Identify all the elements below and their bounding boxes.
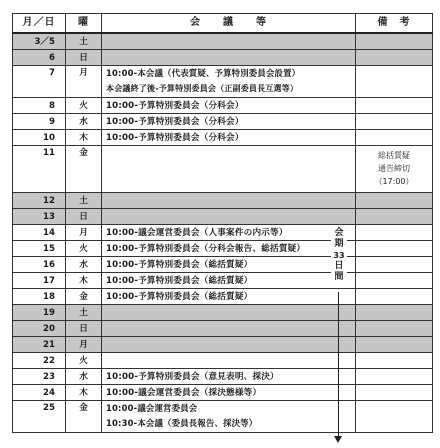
row-date: 15: [13, 241, 66, 257]
row-date: 16: [13, 257, 66, 273]
table-row: [13, 66, 433, 98]
header-weekday: 曜: [66, 14, 102, 34]
row-note: [356, 273, 433, 289]
row-note: [356, 305, 433, 321]
row-weekday: 金: [66, 401, 102, 433]
table-row: [13, 273, 433, 289]
row-note: [356, 337, 433, 353]
row-note: [356, 353, 433, 369]
row-meeting: [102, 321, 356, 337]
meeting-line-2: 10:30-本会議（委員長報告、採決等）: [106, 418, 258, 428]
row-weekday: 土: [66, 305, 102, 321]
row-note: [356, 401, 433, 433]
row-note: [356, 321, 433, 337]
table-row: [13, 209, 433, 225]
row-weekday: 月: [66, 225, 102, 241]
row-note: [356, 66, 433, 98]
row-note: [356, 257, 433, 273]
row-weekday: 水: [66, 114, 102, 130]
row-note: [356, 130, 433, 146]
session-char: 会: [334, 228, 344, 238]
row-meeting: 10:00-予算特別委員会（分科会報告、総括質疑）: [102, 241, 356, 257]
row-meeting: 10:00-議会運営委員会（採決態様等）: [102, 385, 356, 401]
row-date: 22: [13, 353, 66, 369]
row-weekday: 金: [66, 289, 102, 305]
row-weekday: 火: [66, 98, 102, 114]
row-weekday: 日: [66, 50, 102, 66]
row-date: 11: [13, 146, 66, 193]
schedule: [12, 13, 432, 433]
row-date: 7: [13, 66, 66, 98]
row-weekday: 金: [66, 146, 102, 193]
table-row: [13, 401, 433, 433]
session-line: [338, 292, 339, 440]
row-meeting: [102, 33, 356, 50]
table-row: [13, 369, 433, 385]
row-date: 13: [13, 209, 66, 225]
row-meeting: [102, 146, 356, 193]
table-row: [13, 337, 433, 353]
row-meeting: 10:00-予算特別委員会（意見表明、採決）: [102, 369, 356, 385]
row-weekday: 日: [66, 321, 102, 337]
deadline-note-line-2: 通告締切: [378, 164, 410, 173]
deadline-note: [356, 146, 433, 193]
row-note: [356, 209, 433, 225]
table-row: [13, 289, 433, 305]
session-period-label: [331, 226, 347, 285]
deadline-note-line-1: 総括質疑: [378, 151, 410, 160]
row-note: [356, 225, 433, 241]
row-date: 18: [13, 289, 66, 305]
row-meeting: [102, 353, 356, 369]
header-meeting: 会 議 等: [102, 14, 356, 34]
session-period-marker: [331, 226, 347, 444]
row-date: 10: [13, 130, 66, 146]
session-char: 期: [334, 239, 344, 249]
table-row: [13, 305, 433, 321]
row-date: 12: [13, 193, 66, 209]
row-meeting: [102, 337, 356, 353]
table-row: [13, 385, 433, 401]
row-note: [356, 193, 433, 209]
row-date: 14: [13, 225, 66, 241]
row-date: 20: [13, 321, 66, 337]
row-weekday: 月: [66, 66, 102, 98]
header-row: [13, 14, 433, 34]
meeting-line-2: 本会議終了後-予算特別委員会（正副委員長互選等）: [106, 84, 299, 93]
header-note: 備 考: [356, 14, 433, 34]
row-date: 25: [13, 401, 66, 433]
row-note: [356, 33, 433, 50]
row-note: [356, 369, 433, 385]
row-meeting: [102, 401, 356, 433]
row-weekday: 水: [66, 369, 102, 385]
session-char: 日: [334, 261, 344, 271]
row-date: 17: [13, 273, 66, 289]
session-char: 間: [334, 272, 344, 282]
row-note: [356, 98, 433, 114]
table-row: [13, 50, 433, 66]
row-meeting: [102, 66, 356, 98]
row-note: [356, 50, 433, 66]
row-meeting: 10:00-予算特別委員会（分科会）: [102, 130, 356, 146]
row-date: 8: [13, 98, 66, 114]
arrow-down-icon: [334, 436, 342, 443]
row-weekday: 土: [66, 193, 102, 209]
table-row: [13, 33, 433, 50]
row-weekday: 木: [66, 385, 102, 401]
row-meeting: [102, 50, 356, 66]
session-days: 33: [333, 251, 345, 260]
row-meeting: 10:00-予算特別委員会（分科会）: [102, 98, 356, 114]
row-date: 24: [13, 385, 66, 401]
row-date: 6: [13, 50, 66, 66]
row-note: [356, 114, 433, 130]
row-weekday: 木: [66, 130, 102, 146]
row-meeting: 10:00-予算特別委員会（分科会）: [102, 114, 356, 130]
row-meeting: [102, 193, 356, 209]
table-row: [13, 241, 433, 257]
table-row: [13, 146, 433, 193]
row-weekday: 月: [66, 337, 102, 353]
table-row: [13, 98, 433, 114]
row-weekday: 水: [66, 257, 102, 273]
row-meeting: 10:00-予算特別委員会（総括質疑）: [102, 257, 356, 273]
row-date: 9: [13, 114, 66, 130]
table-row: [13, 321, 433, 337]
row-meeting: [102, 305, 356, 321]
header-date: 月／日: [13, 14, 66, 34]
table-row: [13, 130, 433, 146]
row-meeting: 10:00-予算特別委員会（総括質疑）: [102, 289, 356, 305]
schedule-table: [12, 13, 433, 433]
table-row: [13, 353, 433, 369]
row-meeting: 10:00-議会運営委員会（人事案件の内示等）: [102, 225, 356, 241]
meeting-line-1: 10:00-本会議（代表質疑、予算特別委員会設置）: [106, 68, 301, 78]
row-date: 23: [13, 369, 66, 385]
row-date: 21: [13, 337, 66, 353]
row-weekday: 日: [66, 209, 102, 225]
row-meeting: 10:00-予算特別委員会（総括質疑）: [102, 273, 356, 289]
row-date: 3／5: [13, 33, 66, 50]
table-row: [13, 114, 433, 130]
deadline-note-line-3: （17:00）: [374, 177, 414, 186]
row-weekday: 火: [66, 241, 102, 257]
row-meeting: [102, 209, 356, 225]
row-weekday: 火: [66, 353, 102, 369]
table-row: [13, 257, 433, 273]
table-row: [13, 193, 433, 209]
table-row: [13, 225, 433, 241]
row-note: [356, 241, 433, 257]
meeting-line-1: 10:00-議会運営委員会: [106, 403, 198, 413]
row-note: [356, 385, 433, 401]
row-date: 19: [13, 305, 66, 321]
row-weekday: 木: [66, 273, 102, 289]
row-weekday: 土: [66, 33, 102, 50]
row-note: [356, 289, 433, 305]
